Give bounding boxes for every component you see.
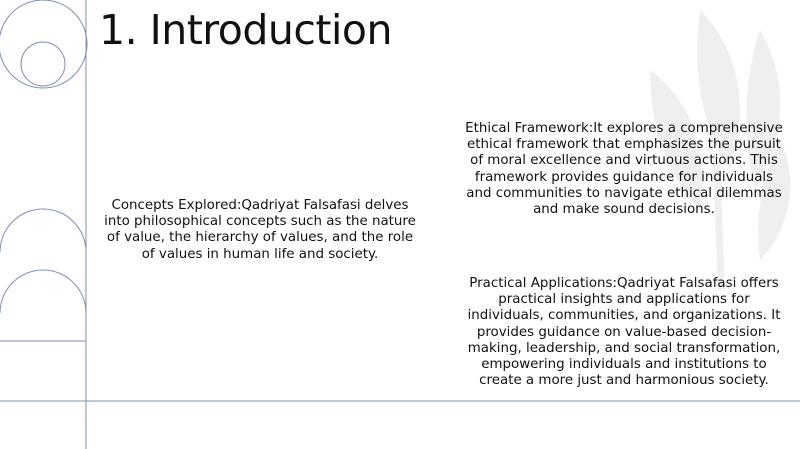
ethical-framework-text: Ethical Framework:It explores a comprehensive ethical framework that emphasizes the pursuit of moral excellence and virtuous actions. This framework provides guidance for individuals and communities to navigate ethical dilemmas and make sound decisions. <box>465 121 783 218</box>
slide-title: 1. Introduction <box>99 6 392 54</box>
large-circle-icon <box>0 0 87 88</box>
small-circle-icon <box>21 42 65 86</box>
practical-applications-text: Practical Applications:Qadriyat Falsafasi offers practical insights and applications for individuals, communities, and organizations. It provides guidance on value-based decision-making, leadership, and social transformation, empowering individuals and institutions to create a more just and harmonious society. <box>467 276 781 389</box>
upper-arch-icon <box>0 209 86 449</box>
lower-arch-icon <box>0 270 86 313</box>
concepts-explored-text: Concepts Explored:Qadriyat Falsafasi delves into philosophical concepts such as the nature of value, the hierarchy of values, and the role of values in human life and society. <box>104 198 416 262</box>
